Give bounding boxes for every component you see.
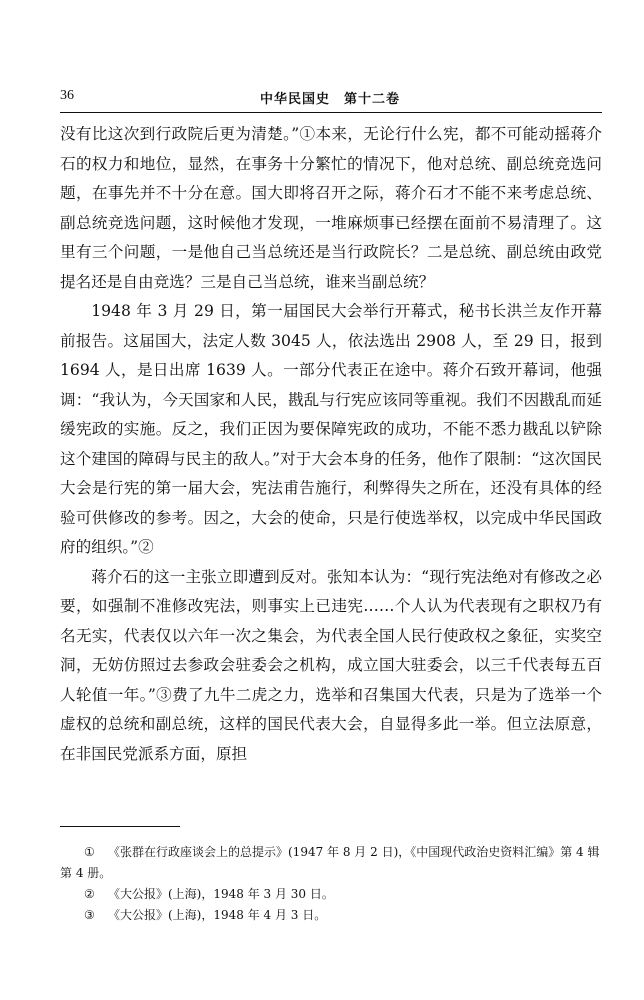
footnote-2 [60,884,602,905]
footnote-mark: ② [84,887,95,901]
header-rule [60,112,602,113]
paragraph-2: 1948 年 3 月 29 日，第一届国民大会举行开幕式，秘书长洪兰友作开幕前报告。这届国大，法定人数 3045 人，依法选出 2908 人，至 29 日，报到 1694 人，是日出席 1639 人。一部分代表正在途中。蒋介石致开幕词，他强调：“我认为，今天国家和人民，戡乱与行宪应该同等重视。我们不因戡乱而延缓宪政的实施。反之，我们正因为要保障宪政的成功，不能不悉力戡乱以铲除这个建国的障碍与民主的敌人。”对于大会本身的任务，他作了限制：“这次国民大会是行宪的第一届大会，宪法甫告施行，利弊得失之所在，还没有具体的经验可供修改的参考。因之，大会的使命，只是行使选举权，以完成中华民国政府的组织。”② [60,302,602,556]
page-header [60,88,600,112]
body-text [60,120,602,769]
footnote-mark: ① [84,845,95,859]
paragraph-1: 没有比这次到行政院后更为清楚。”①本来，无论行什么宪，都不可能动摇蒋介石的权力和地位，显然，在事务十分繁忙的情况下，他对总统、副总统竞选问题，在事先并不十分在意。国大即将召开之际，蒋介石才不能不来考虑总统、副总统竞选问题，这时候他才发现，一堆麻烦事已经摆在面前不易清理了。这里有三个问题，一是他自己当总统还是当行政院长？二是总统、副总统由政党提名还是自由竞选？三是自己当总统，谁来当副总统？ [60,125,602,291]
footnote-3 [60,905,602,926]
footnote-mark: ③ [84,908,95,922]
paragraph-3: 蒋介石的这一主张立即遭到反对。张知本认为：“现行宪法绝对有修改之必要，如强制不准修改宪法，则事实上已违宪……个人认为代表现有之职权乃有名无实，代表仅以六年一次之集会，为代表全国人民行使政权之象征，实奖空洞，无妨仿照过去参政会驻委会之机构，成立国大驻委会，以三千代表每五百人轮值一年。”③费了九牛二虎之力，选举和召集国大代表，只是为了选举一个虚权的总统和副总统，这样的国民代表大会，自显得多此一举。但立法原意，在非国民党派系方面，原担 [60,567,602,763]
footnotes [60,842,602,926]
footnote-rule [60,826,180,827]
footnote-text: 《大公报》(上海)，1948 年 3 月 30 日。 [108,887,334,901]
footnote-text: 《大公报》(上海)，1948 年 4 月 3 日。 [108,908,327,922]
footnote-text: 《张群在行政座谈会上的总提示》(1947 年 8 月 2 日)，《中国现代政治史资料汇编》第 4 辑第 4 册。 [60,845,600,880]
footnote-1 [60,842,602,884]
running-title: 中华民国史 第十二卷 [259,92,400,107]
page-number: 36 [60,88,74,103]
